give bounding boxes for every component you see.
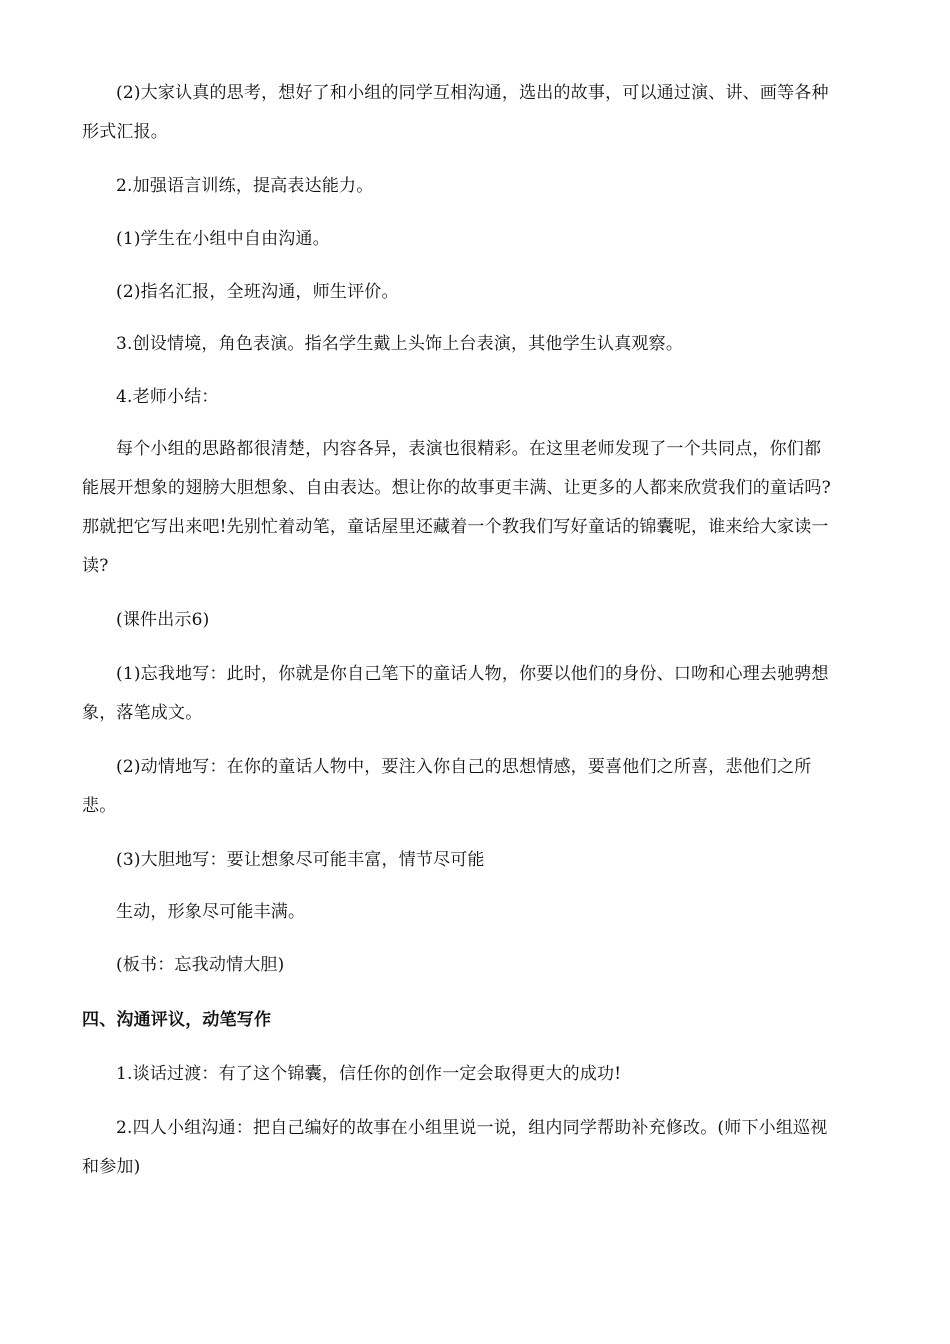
paragraph-line: 2.加强语言训练，提高表达能力。 [116, 176, 374, 196]
paragraph-line: 读? [82, 556, 109, 576]
paragraph-line: 生动，形象尽可能丰满。 [116, 902, 306, 922]
paragraph-line: 4.老师小结： [116, 387, 219, 407]
paragraph-line: 那就把它写出来吧!先别忙着动笔，童话屋里还藏着一个教我们写好童话的锦囊呢，谁来给大家读一 [82, 517, 829, 537]
paragraph-line: 能展开想象的翅膀大胆想象、自由表达。想让你的故事更丰满、让更多的人都来欣赏我们的童话吗? [82, 478, 831, 498]
section-heading: 四、沟通评议，动笔写作 [82, 1010, 272, 1030]
paragraph-line: 1.谈话过渡：有了这个锦囊，信任你的创作一定会取得更大的成功! [116, 1064, 622, 1084]
paragraph-line: (3)大胆地写：要让想象尽可能丰富，情节尽可能 [116, 850, 485, 870]
paragraph-line: 象，落笔成文。 [82, 703, 203, 723]
paragraph-line: 悲。 [82, 796, 117, 816]
paragraph-line: 3.创设情境，角色表演。指名学生戴上头饰上台表演，其他学生认真观察。 [116, 334, 684, 354]
paragraph-line: (1)忘我地写：此时，你就是你自己笔下的童话人物，你要以他们的身份、口吻和心理去驰骋想 [116, 664, 829, 684]
paragraph-line: (2)大家认真的思考，想好了和小组的同学互相沟通，选出的故事，可以通过演、讲、画等各种 [116, 83, 829, 103]
paragraph-line: 每个小组的思路都很清楚，内容各异，表演也很精彩。在这里老师发现了一个共同点，你们都 [116, 439, 822, 459]
paragraph-line: 和参加) [82, 1157, 141, 1177]
paragraph-line: (1)学生在小组中自由沟通。 [116, 229, 330, 249]
paragraph-line: 2.四人小组沟通：把自己编好的故事在小组里说一说，组内同学帮助补充修改。(师下小组巡视 [116, 1118, 828, 1138]
paragraph-line: (课件出示6) [116, 610, 210, 630]
paragraph-line: (2)动情地写：在你的童话人物中，要注入你自己的思想情感，要喜他们之所喜，悲他们之所 [116, 757, 812, 777]
paragraph-line: (板书：忘我动情大胆) [116, 955, 285, 975]
paragraph-line: 形式汇报。 [82, 122, 168, 142]
paragraph-line: (2)指名汇报，全班沟通，师生评价。 [116, 282, 399, 302]
